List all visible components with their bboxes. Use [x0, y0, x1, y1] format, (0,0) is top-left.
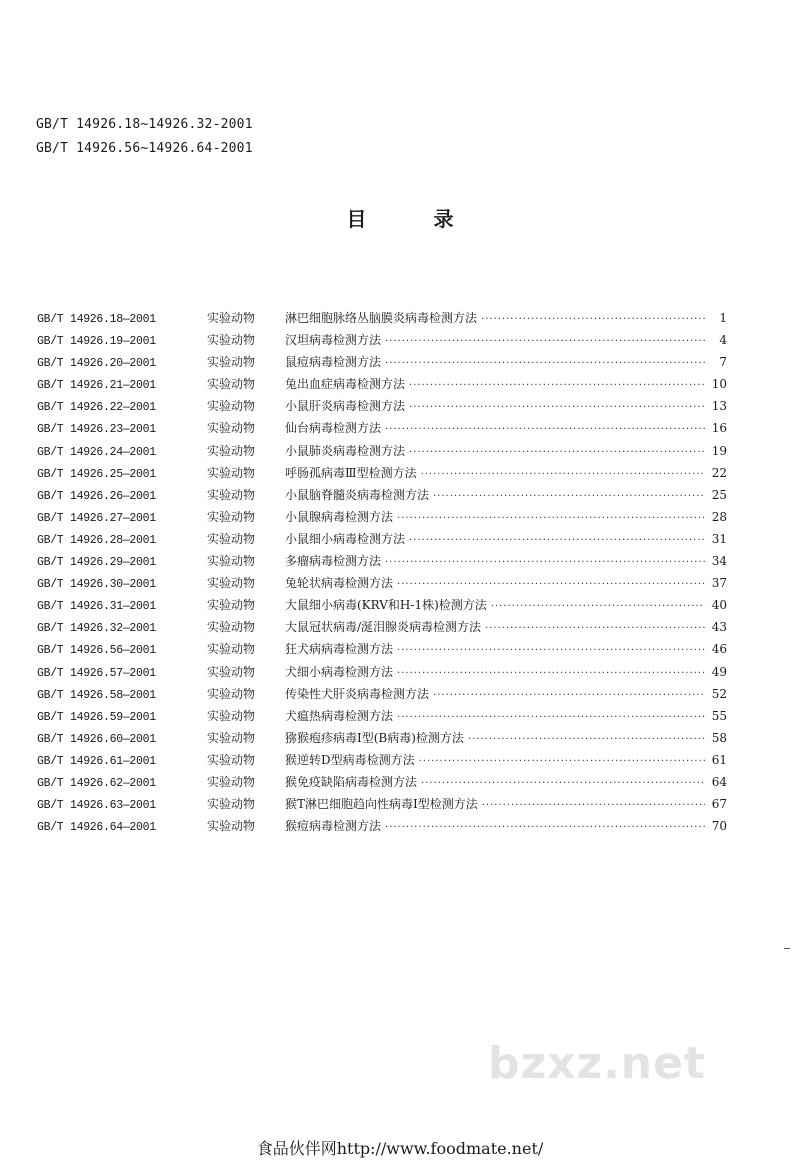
toc-code: GB/T 14926.60—2001 — [37, 732, 156, 746]
toc-page-number: 52 — [711, 686, 727, 701]
toc-category: 实验动物 — [207, 708, 256, 723]
toc-leader-dots — [385, 557, 705, 568]
toc-category: 实验动物 — [207, 355, 256, 370]
toc-page-number: 37 — [711, 576, 727, 591]
toc-category: 实验动物 — [207, 819, 256, 834]
toc-category: 实验动物 — [207, 774, 256, 789]
toc-leader-dots — [385, 424, 705, 435]
toc-code: GB/T 14926.18—2001 — [37, 313, 156, 326]
toc-entry[interactable] — [37, 508, 727, 530]
toc-title: 猕猴疱疹病毒Ⅰ型(B病毒)检测方法 — [285, 730, 464, 745]
toc-page-number: 10 — [711, 377, 727, 392]
toc-title: 呼肠孤病毒Ⅲ型检测方法 — [285, 465, 417, 480]
toc-page-number: 1 — [719, 311, 727, 325]
toc-category: 实验动物 — [207, 730, 256, 745]
toc-leader-dots — [385, 358, 705, 369]
toc-leader-dots — [433, 690, 705, 701]
toc-title: 多瘤病毒检测方法 — [285, 554, 382, 569]
toc-page-number: 67 — [711, 797, 727, 812]
toc-code: GB/T 14926.61—2001 — [37, 754, 156, 768]
toc-entry[interactable] — [37, 486, 727, 508]
toc-title: 兔出血症病毒检测方法 — [285, 377, 406, 392]
toc-page-number: 31 — [711, 531, 727, 546]
toc-category: 实验动物 — [207, 399, 256, 414]
standard-range-line-1: GB/T 14926.18~14926.32-2001 — [36, 117, 253, 132]
toc-page-number: 55 — [711, 708, 727, 723]
toc-leader-dots — [409, 380, 705, 391]
toc-entry[interactable] — [37, 331, 727, 353]
table-of-contents — [37, 309, 727, 839]
toc-leader-dots — [491, 601, 705, 612]
toc-page-number: 25 — [711, 487, 727, 502]
toc-title: 小鼠脑脊髓炎病毒检测方法 — [285, 487, 430, 502]
toc-entry[interactable] — [37, 397, 727, 419]
toc-code: GB/T 14926.56—2001 — [37, 644, 156, 658]
toc-code: GB/T 14926.26—2001 — [37, 489, 156, 503]
toc-leader-dots — [421, 469, 705, 480]
toc-code: GB/T 14926.25—2001 — [37, 467, 156, 481]
toc-category: 实验动物 — [207, 797, 256, 812]
toc-page-number: 70 — [711, 819, 727, 834]
toc-code: GB/T 14926.28—2001 — [37, 533, 156, 547]
document-header — [36, 113, 253, 161]
toc-category: 实验动物 — [207, 576, 256, 591]
toc-code: GB/T 14926.63—2001 — [37, 799, 156, 813]
toc-category: 实验动物 — [207, 598, 256, 613]
toc-entry[interactable] — [37, 309, 727, 331]
toc-title: 狂犬病病毒检测方法 — [285, 642, 394, 657]
toc-entry[interactable] — [37, 817, 727, 839]
watermark: bzxz.net — [488, 1038, 707, 1089]
toc-page-number: 34 — [711, 554, 727, 569]
toc-title: 猴T淋巴细胞趋向性病毒Ⅰ型检测方法 — [285, 797, 478, 812]
toc-title: 鼠痘病毒检测方法 — [285, 355, 382, 370]
toc-category: 实验动物 — [207, 443, 256, 458]
toc-leader-dots — [397, 645, 705, 656]
toc-entry[interactable] — [37, 795, 727, 817]
toc-title: 猴痘病毒检测方法 — [285, 819, 382, 834]
toc-leader-dots — [433, 491, 705, 502]
toc-entry[interactable] — [37, 530, 727, 552]
toc-entry[interactable] — [37, 685, 727, 707]
toc-title: 猴逆转D型病毒检测方法 — [285, 752, 415, 767]
toc-entry[interactable] — [37, 574, 727, 596]
toc-category: 实验动物 — [207, 333, 256, 348]
toc-leader-dots — [481, 314, 705, 325]
toc-category: 实验动物 — [207, 554, 256, 569]
toc-title: 大鼠冠状病毒/涎泪腺炎病毒检测方法 — [285, 620, 482, 635]
toc-category: 实验动物 — [207, 531, 256, 546]
toc-leader-dots — [409, 447, 705, 458]
toc-entry[interactable] — [37, 729, 727, 751]
toc-category: 实验动物 — [207, 509, 256, 524]
toc-code: GB/T 14926.62—2001 — [37, 776, 156, 790]
toc-category: 实验动物 — [207, 664, 256, 679]
toc-entry[interactable] — [37, 751, 727, 773]
toc-entry[interactable] — [37, 707, 727, 729]
toc-title: 汉坦病毒检测方法 — [285, 333, 382, 348]
toc-page-number: 19 — [711, 443, 727, 458]
toc-category: 实验动物 — [207, 752, 256, 767]
toc-page-number: 43 — [711, 620, 727, 635]
toc-title: 仙台病毒检测方法 — [285, 421, 382, 436]
toc-code: GB/T 14926.29—2001 — [37, 556, 156, 570]
toc-code: GB/T 14926.64—2001 — [37, 821, 156, 835]
toc-title: 小鼠肝炎病毒检测方法 — [285, 399, 406, 414]
toc-leader-dots — [485, 623, 705, 634]
margin-mark — [784, 948, 790, 949]
toc-category: 实验动物 — [207, 642, 256, 657]
toc-code: GB/T 14926.21—2001 — [37, 379, 156, 393]
toc-leader-dots — [421, 778, 705, 789]
toc-code: GB/T 14926.20—2001 — [37, 357, 156, 371]
toc-entry[interactable] — [37, 552, 727, 574]
toc-entry[interactable] — [37, 442, 727, 464]
toc-category: 实验动物 — [207, 465, 256, 480]
toc-category: 实验动物 — [207, 311, 256, 325]
toc-page-number: 64 — [711, 774, 727, 789]
toc-code: GB/T 14926.32—2001 — [37, 622, 156, 636]
toc-leader-dots — [397, 668, 705, 679]
toc-title: 犬细小病毒检测方法 — [285, 664, 394, 679]
toc-page-number: 13 — [711, 399, 727, 414]
toc-code: GB/T 14926.59—2001 — [37, 710, 156, 724]
toc-category: 实验动物 — [207, 686, 256, 701]
footer-source: 食品伙伴网http://www.foodmate.net/ — [256, 1139, 544, 1158]
standard-range-line-2: GB/T 14926.56~14926.64-2001 — [36, 141, 253, 156]
toc-category: 实验动物 — [207, 487, 256, 502]
toc-page-number: 22 — [711, 465, 727, 480]
toc-title: 猴免疫缺陷病毒检测方法 — [285, 774, 418, 789]
toc-entry[interactable] — [37, 464, 727, 486]
toc-entry[interactable] — [37, 596, 727, 618]
toc-code: GB/T 14926.19—2001 — [37, 335, 156, 349]
toc-leader-dots — [385, 822, 705, 833]
toc-title: 淋巴细胞脉络丛脑膜炎病毒检测方法 — [285, 311, 478, 325]
toc-leader-dots — [482, 800, 705, 811]
toc-leader-dots — [409, 535, 705, 546]
toc-leader-dots — [397, 513, 705, 524]
toc-entry[interactable] — [37, 375, 727, 397]
toc-title: 兔轮状病毒检测方法 — [285, 576, 394, 591]
toc-code: GB/T 14926.58—2001 — [37, 688, 156, 702]
toc-code: GB/T 14926.30—2001 — [37, 578, 156, 592]
toc-page-number: 61 — [711, 752, 727, 767]
toc-title: 小鼠腺病毒检测方法 — [285, 509, 394, 524]
toc-code: GB/T 14926.57—2001 — [37, 666, 156, 680]
toc-page-number: 49 — [711, 664, 727, 679]
toc-title: 小鼠细小病毒检测方法 — [285, 531, 406, 546]
toc-page-number: 28 — [711, 509, 727, 524]
toc-leader-dots — [409, 402, 705, 413]
toc-entry[interactable] — [37, 353, 727, 375]
toc-entry[interactable] — [37, 419, 727, 441]
toc-page-number: 46 — [711, 642, 727, 657]
toc-page-number: 40 — [711, 598, 727, 613]
toc-entry[interactable] — [37, 618, 727, 640]
toc-category: 实验动物 — [207, 620, 256, 635]
toc-leader-dots — [419, 756, 705, 767]
toc-title: 小鼠肺炎病毒检测方法 — [285, 443, 406, 458]
toc-category: 实验动物 — [207, 421, 256, 436]
toc-leader-dots — [385, 336, 705, 347]
toc-page-number: 16 — [711, 421, 727, 436]
toc-title: 大鼠细小病毒(KRV和H-1株)检测方法 — [285, 598, 487, 613]
toc-leader-dots — [468, 734, 705, 745]
toc-code: GB/T 14926.22—2001 — [37, 401, 156, 415]
page-title: 目 录 — [346, 207, 454, 231]
toc-entry[interactable] — [37, 663, 727, 685]
toc-code: GB/T 14926.27—2001 — [37, 511, 156, 525]
toc-entry[interactable] — [37, 640, 727, 662]
toc-page-number: 7 — [719, 355, 727, 370]
toc-entry[interactable] — [37, 773, 727, 795]
toc-category: 实验动物 — [207, 377, 256, 392]
toc-leader-dots — [397, 579, 705, 590]
toc-page-number: 4 — [719, 333, 727, 348]
toc-code: GB/T 14926.24—2001 — [37, 445, 156, 459]
toc-title: 传染性犬肝炎病毒检测方法 — [285, 686, 430, 701]
toc-title: 犬瘟热病毒检测方法 — [285, 708, 394, 723]
toc-code: GB/T 14926.31—2001 — [37, 600, 156, 614]
toc-code: GB/T 14926.23—2001 — [37, 423, 156, 437]
toc-page-number: 58 — [711, 730, 727, 745]
toc-leader-dots — [397, 712, 705, 723]
